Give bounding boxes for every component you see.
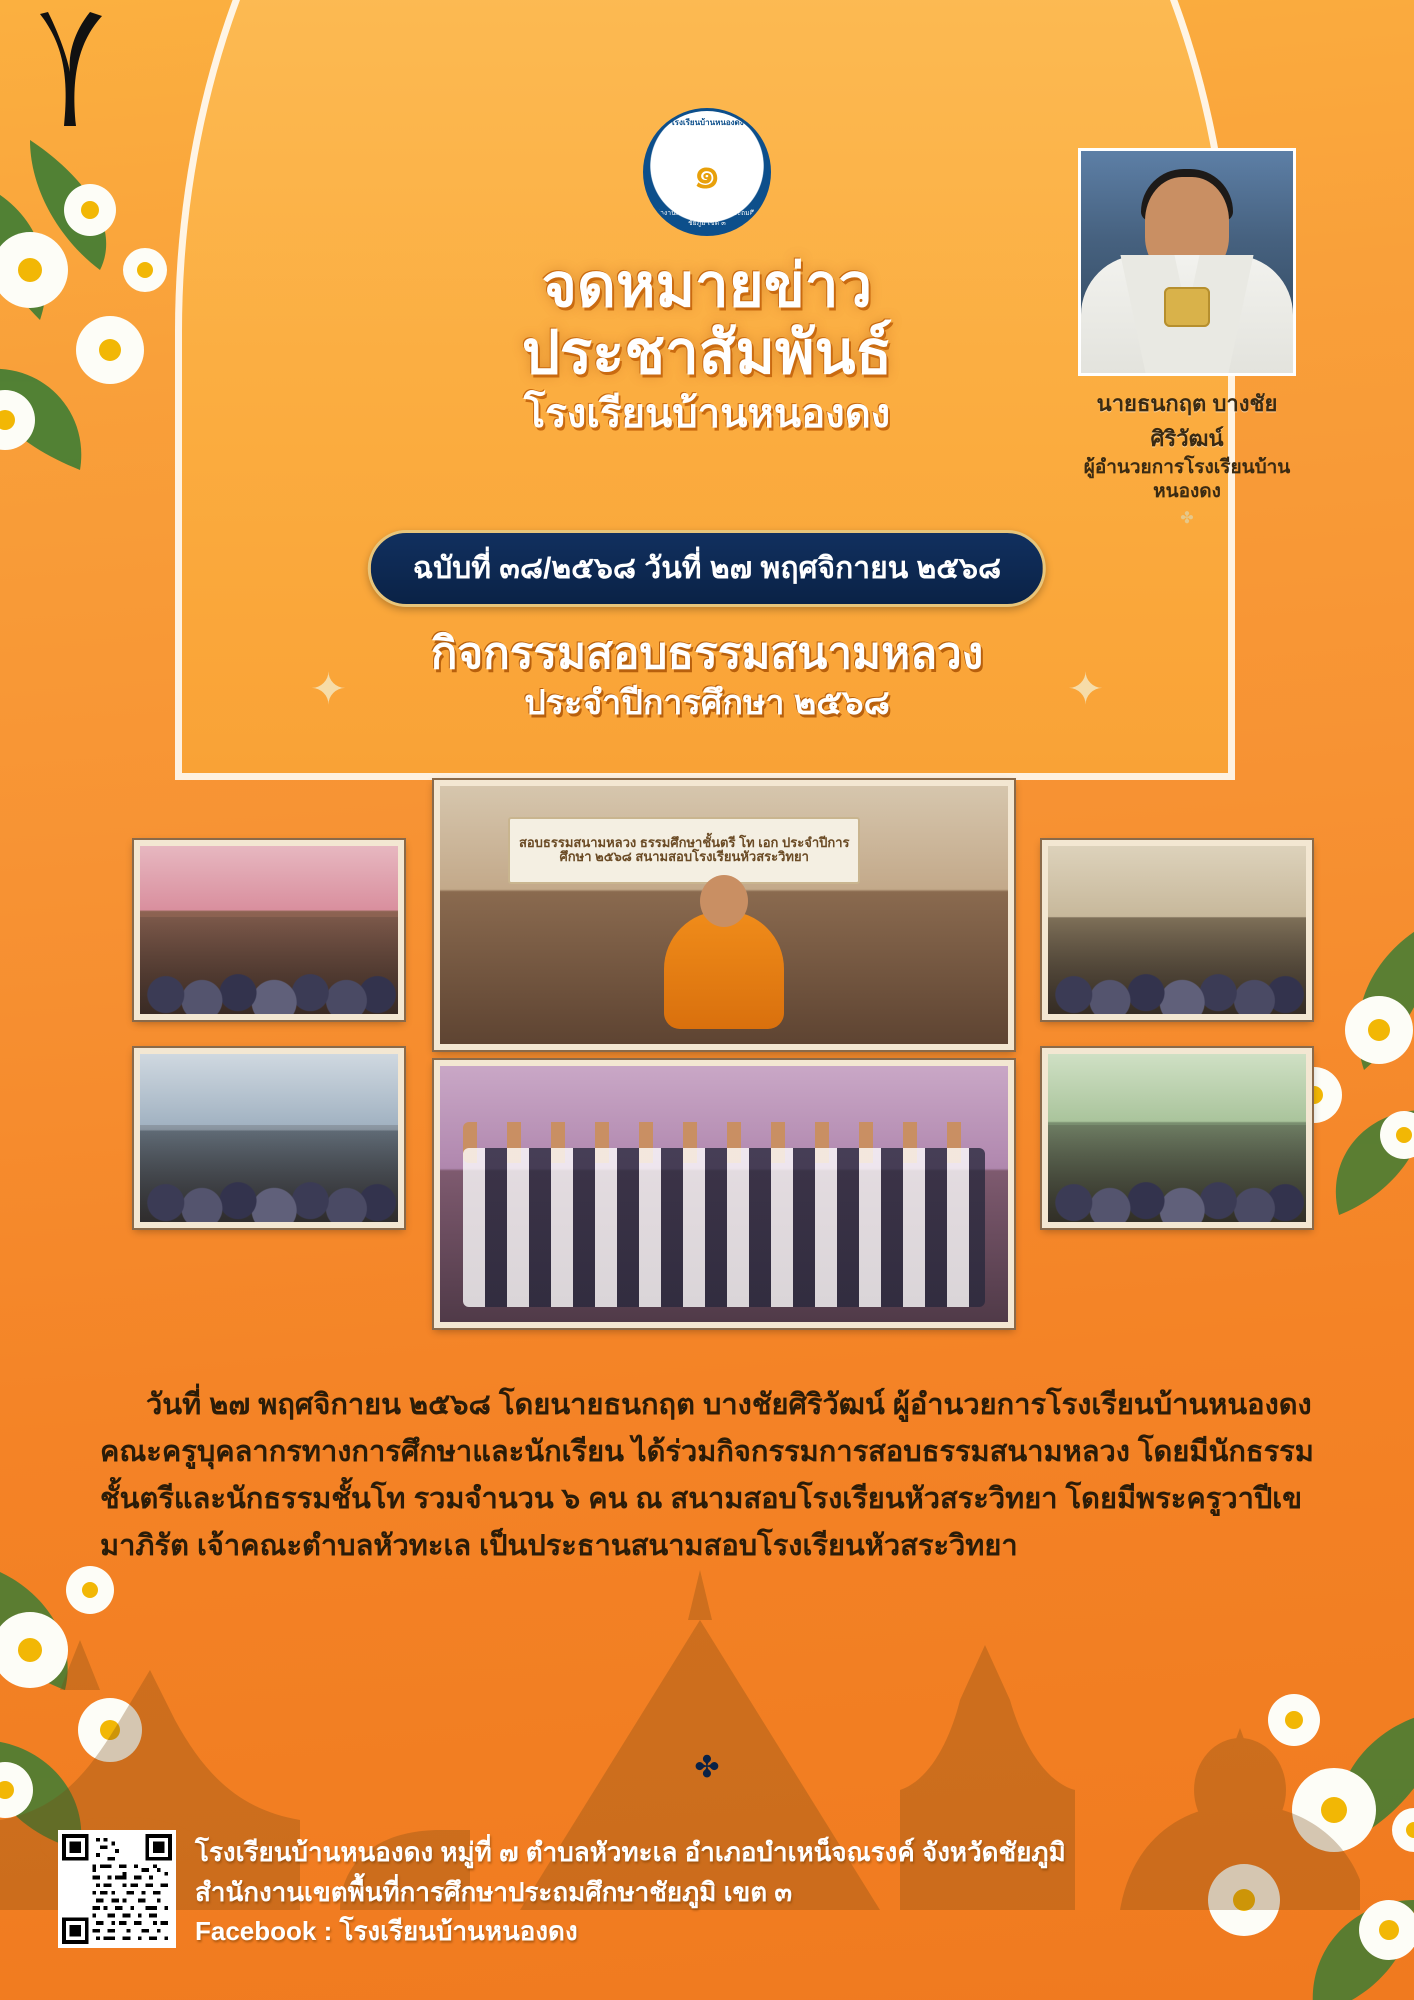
photo-exam-hall-left	[134, 840, 404, 1020]
school-logo	[643, 108, 771, 236]
footer-line-1: โรงเรียนบ้านหนองดง หมู่ที่ ๗ ตำบลหัวทะเล อำเภอบำเหน็จณรงค์ จังหวัดชัยภูมิ	[195, 1837, 1066, 1868]
logo-emblem-icon: ๑	[692, 146, 722, 198]
qr-code[interactable]	[58, 1830, 176, 1948]
photo-caption	[140, 995, 398, 1010]
photo-group-photo	[434, 1060, 1014, 1328]
ornament-right-icon: ✦	[1067, 665, 1104, 714]
director-photo	[1078, 148, 1296, 376]
photo-caption	[1048, 995, 1306, 1010]
ornament-left-icon: ✦	[310, 665, 347, 714]
article-paragraph: วันที่ ๒๗ พฤศจิกายน ๒๕๖๘ โดยนายธนกฤต บางชัยศิริวัฒน์ ผู้อำนวยการโรงเรียนบ้านหนองดง คณะครูบุคลากรทางการศึกษาและนักเรียน ได้ร่วมกิจกรรมการสอบธรรมสนามหลวง โดยมีนักธรรมชั้นตรีและนักธรรมชั้นโท รวมจำนวน ๖ คน ณ สนามสอบโรงเรียนหัวสระวิทยา โดยมีพระครูวาปีเขมาภิรัต เจ้าคณะตำบลหัวทะเล เป็นประธานสนามสอบโรงเรียนหัวสระวิทยา	[100, 1389, 1314, 1562]
photo-exam-hall-right	[1042, 840, 1312, 1020]
ceremony-banner-text: สอบธรรมสนามหลวง ธรรมศึกษาชั้นตรี โท เอก ประจำปีการศึกษา ๒๕๖๘ สนามสอบโรงเรียนหัวสระวิทยา	[508, 817, 860, 884]
director-role: ผู้อำนวยการโรงเรียนบ้านหนองดง	[1083, 457, 1291, 502]
subject-title	[0, 628, 1414, 725]
uniform-badge-icon	[1164, 287, 1210, 327]
footer-ornament-icon: ✤	[694, 1751, 720, 1784]
photo-caption	[1048, 1203, 1306, 1218]
footer-line-3[interactable]: Facebook : โรงเรียนบ้านหนองดง	[195, 1916, 578, 1947]
photo-teachers-right	[1042, 1048, 1312, 1228]
monk-head	[700, 875, 748, 927]
photo-registration-left	[134, 1048, 404, 1228]
issue-badge: ฉบับที่ ๓๘/๒๕๖๘ วันที่ ๒๗ พฤศจิกายน ๒๕๖๘	[368, 530, 1046, 607]
photo-main-ceremony	[434, 780, 1014, 1050]
photo-caption	[140, 1203, 398, 1218]
photo-caption	[440, 1303, 1008, 1318]
footer-contact	[195, 1833, 1195, 1952]
monk-figure	[664, 911, 784, 1029]
group-people-row	[463, 1148, 986, 1307]
subject-line-1: กิจกรรมสอบธรรมสนามหลวง	[430, 629, 984, 678]
logo-bottom-text: สำนักงานเขตพื้นที่การศึกษาประถมศึกษาชัยภูมิ เขต ๓	[647, 210, 767, 227]
director-ornament-icon: ✤	[1180, 509, 1194, 527]
article-body	[100, 1382, 1314, 1570]
footer-line-2: สำนักงานเขตพื้นที่การศึกษาประถมศึกษาชัยภูมิ เขต ๓	[195, 1876, 793, 1907]
subject-line-2: ประจำปีการศึกษา ๒๕๖๘	[524, 683, 890, 722]
photo-gallery	[0, 770, 1414, 1370]
director-block	[1078, 148, 1296, 528]
mourning-ribbon-icon	[30, 10, 110, 130]
logo-top-text: โรงเรียนบ้านหนองดง	[670, 118, 744, 127]
headline-line-1: จดหมายข่าว	[541, 252, 873, 319]
headline-line-2: ประชาสัมพันธ์	[521, 319, 893, 387]
director-name: นายธนกฤต บางชัยศิริวัฒน์	[1096, 391, 1278, 451]
headline-line-3: โรงเรียนบ้านหนองดง	[523, 392, 891, 437]
